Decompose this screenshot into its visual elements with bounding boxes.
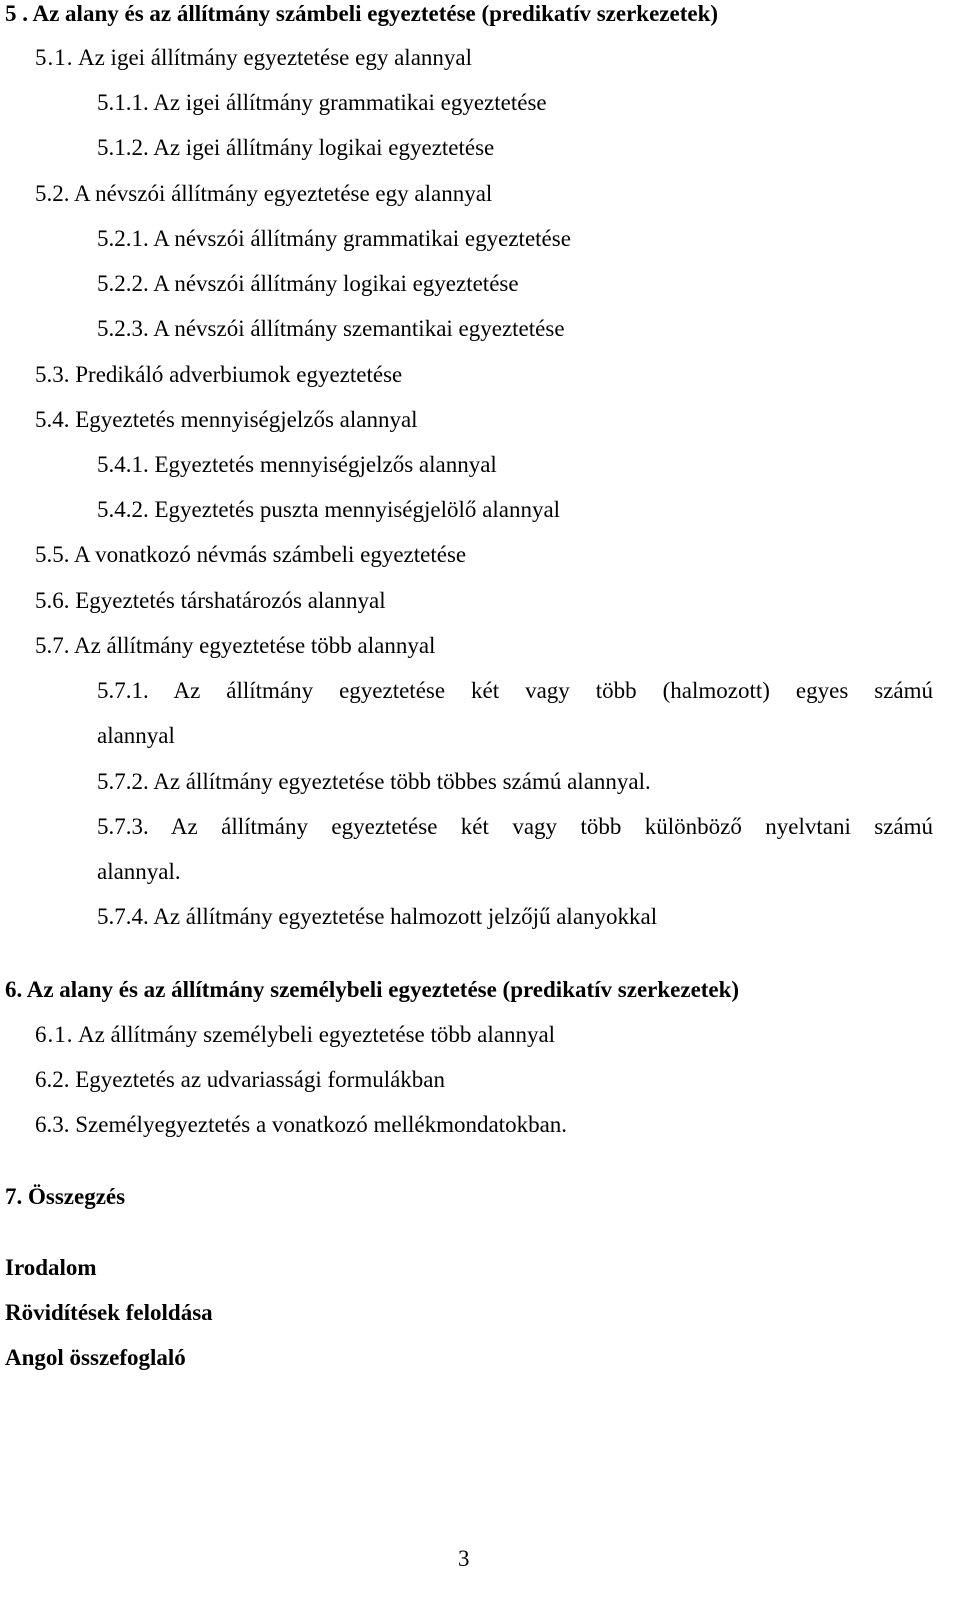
toc-line-5-4-1 [97, 451, 497, 479]
section-number: 7. [5, 1184, 23, 1209]
section-title: A névszói állítmány egyeztetése egy alannyal [73, 181, 493, 206]
section-number: 5.2.1. [97, 226, 149, 251]
section-title: Az állítmány egyeztetése több többes számú alannyal. [153, 769, 651, 794]
section-number: 5.2.3. [97, 316, 149, 341]
toc-line-5-1-2 [97, 134, 494, 162]
toc-line-5-7-1-second [97, 722, 175, 750]
toc-line-5-7-3-first [97, 813, 933, 841]
toc-line-7 [5, 1183, 125, 1211]
section-number: 5.7.3. [97, 814, 149, 839]
section-number: 5 . [5, 1, 28, 26]
section-title: A névszói állítmány logikai egyeztetése [153, 271, 519, 296]
toc-line-6-2 [35, 1066, 445, 1094]
section-title: Egyeztetés az udvariassági formulákban [75, 1067, 446, 1092]
section-title: Az állítmány egyeztetése több alannyal [73, 633, 436, 658]
section-number: 5.7.2. [97, 769, 149, 794]
section-number: 5.7.4. [97, 904, 149, 929]
section-number: 5.7. [35, 633, 70, 658]
toc-line-5-1-1 [97, 89, 547, 117]
section-number: 6.2. [35, 1067, 70, 1092]
section-number: 5.1. [35, 45, 74, 70]
toc-line-6-1 [35, 1021, 555, 1049]
section-title: Egyeztetés társhatározós alannyal [75, 588, 386, 613]
section-title-continued: alannyal [97, 723, 175, 748]
section-number: 6.3. [35, 1112, 70, 1137]
toc-line-roviditesek: Rövidítések feloldása [5, 1300, 213, 1325]
section-title: A névszói állítmány grammatikai egyeztetése [153, 226, 571, 251]
section-title: Összegzés [28, 1184, 126, 1209]
toc-line-6 [5, 976, 739, 1004]
section-number: 5.4. [35, 407, 70, 432]
section-number: 5.1.2. [97, 135, 149, 160]
section-title: Az igei állítmány logikai egyeztetése [153, 135, 495, 160]
section-title: Az állítmány egyeztetése két vagy több különböző nyelvtani számú [170, 814, 934, 839]
section-number: 6. [5, 977, 23, 1002]
section-number: 6.1. [35, 1022, 74, 1047]
toc-line-angol: Angol összefoglaló [5, 1345, 186, 1370]
toc-line-5-2 [35, 180, 492, 208]
toc-line-5-7-1-first [97, 677, 933, 705]
section-number: 5.1.1. [97, 90, 149, 115]
section-title: Egyeztetés puszta mennyiségjelölő alannyal [154, 497, 561, 522]
toc-entry-5-7-3 [97, 813, 933, 841]
section-number: 5.2. [35, 181, 70, 206]
toc-line-5 [5, 0, 718, 28]
toc-entry-5-7-1 [97, 677, 933, 705]
toc-line-6-3 [35, 1111, 567, 1139]
section-title: Az igei állítmány grammatikai egyeztetése [153, 90, 547, 115]
section-title: Az állítmány személybeli egyeztetése több alannyal [77, 1022, 556, 1047]
toc-line-5-3 [35, 361, 402, 389]
page-number: 3 [458, 1546, 470, 1571]
toc-line-5-2-1 [97, 225, 571, 253]
section-title: Az alany és az állítmány személybeli egyeztetése (predikatív szerkezetek) [26, 977, 740, 1002]
toc-line-5-2-3 [97, 315, 565, 343]
section-number: 5.5. [35, 542, 70, 567]
toc-line-5-7 [35, 632, 435, 660]
toc-line-5-2-2 [97, 270, 519, 298]
section-number: 5.4.2. [97, 497, 149, 522]
toc-line-5-5 [35, 541, 466, 569]
toc-line-5-1 [35, 44, 472, 72]
section-number: 5.6. [35, 588, 70, 613]
toc-line-5-4 [35, 406, 418, 434]
section-number: 5.4.1. [97, 452, 149, 477]
section-title: Az állítmány egyeztetése halmozott jelzőjű alanyokkal [153, 904, 658, 929]
section-title: Az alany és az állítmány számbeli egyeztetése (predikatív szerkezetek) [32, 1, 719, 26]
toc-line-5-6 [35, 587, 386, 615]
toc-line-5-7-4 [97, 903, 657, 931]
section-title: Az igei állítmány egyeztetése egy alannyal [77, 45, 473, 70]
section-title: Predikáló adverbiumok egyeztetése [75, 362, 403, 387]
toc-line-irodalom: Irodalom [5, 1255, 97, 1280]
section-number: 5.3. [35, 362, 70, 387]
section-title: Személyegyeztetés a vonatkozó mellékmondatokban. [75, 1112, 568, 1137]
section-title: A vonatkozó névmás számbeli egyeztetése [73, 542, 467, 567]
toc-line-5-4-2 [97, 496, 560, 524]
section-title: Az állítmány egyeztetése két vagy több (halmozott) egyes számú [173, 678, 933, 703]
section-number: 5.7.1. [97, 678, 149, 703]
toc-line-5-7-2 [97, 768, 651, 796]
section-title: Egyeztetés mennyiségjelzős alannyal [75, 407, 418, 432]
section-title: Egyeztetés mennyiségjelzős alannyal [154, 452, 497, 477]
toc-line-5-7-3-second [97, 858, 181, 886]
section-title: A névszói állítmány szemantikai egyeztetése [153, 316, 565, 341]
section-title-continued: alannyal. [97, 859, 181, 884]
section-number: 5.2.2. [97, 271, 149, 296]
